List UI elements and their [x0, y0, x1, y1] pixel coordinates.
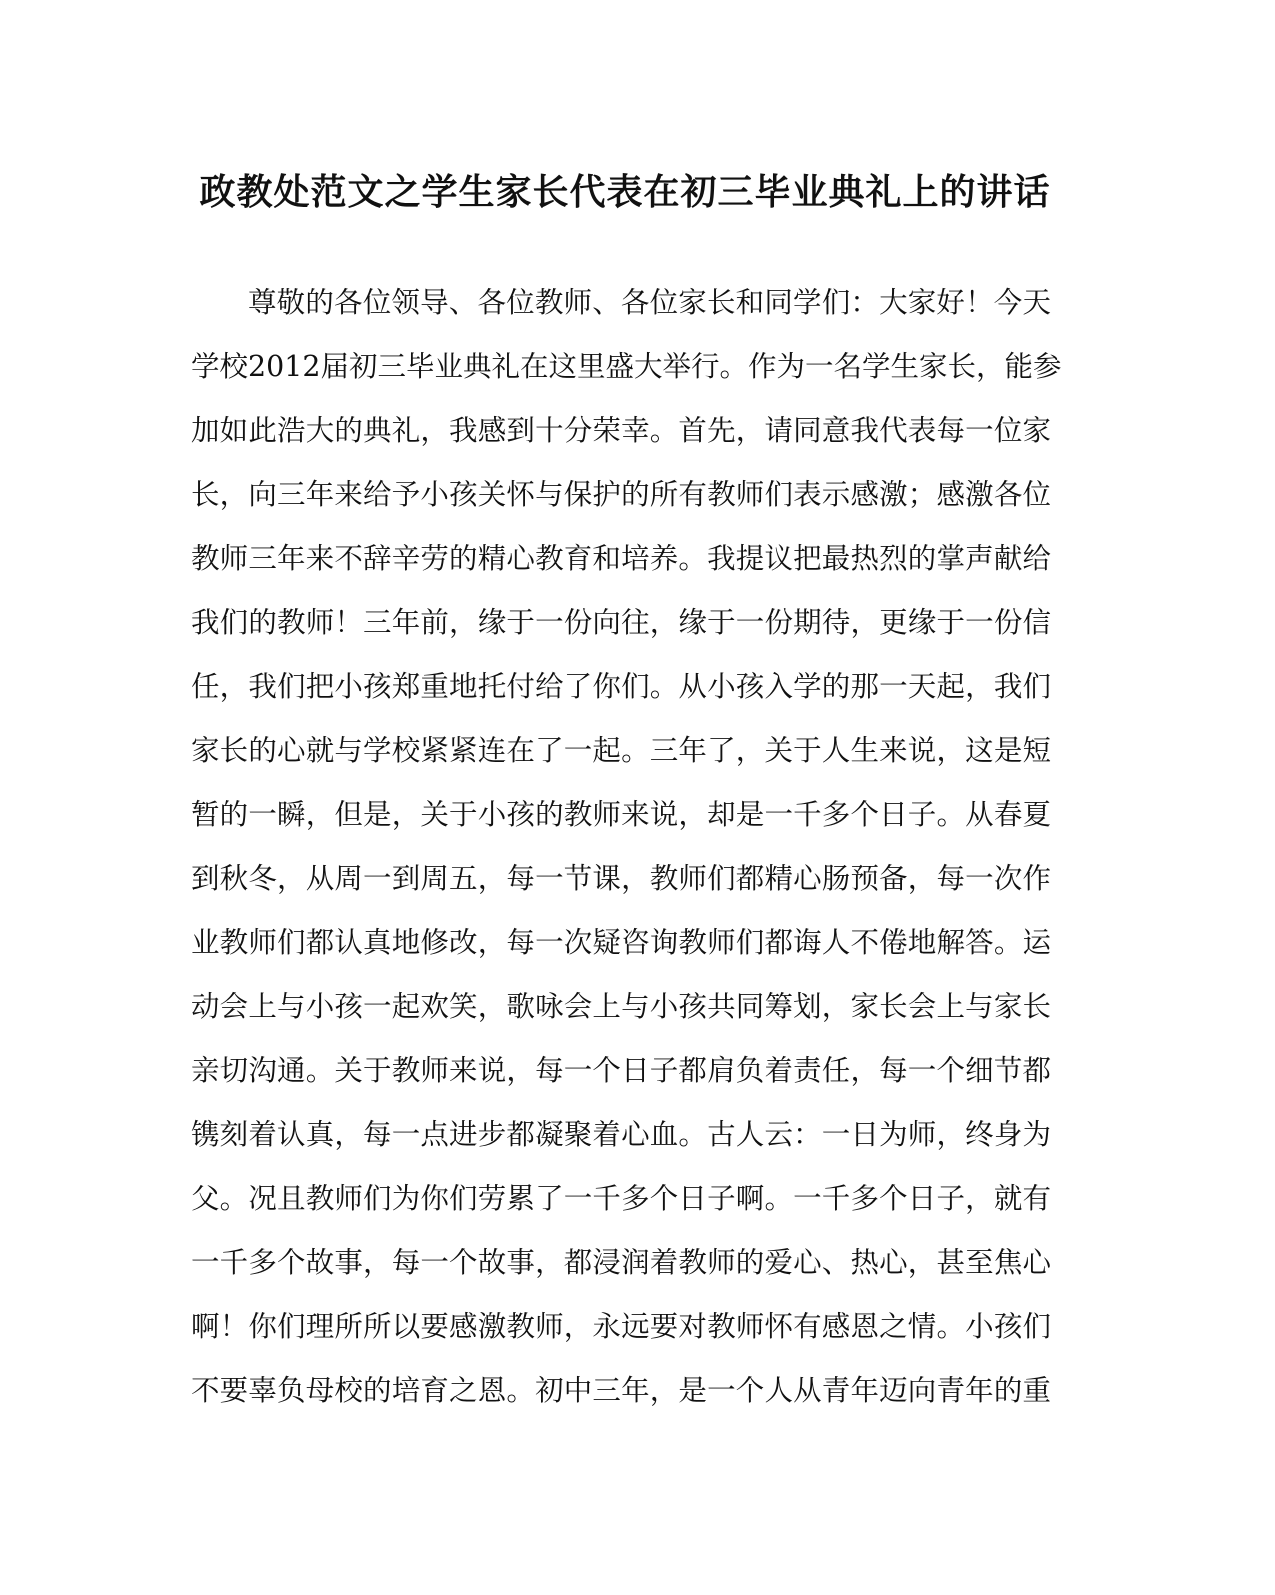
- paragraph-line: 任，我们把小孩郑重地托付给了你们。从小孩入学的那一天起，我们: [191, 670, 1051, 703]
- paragraph-line: 尊敬的各位领导、各位教师、各位家长和同学们：大家好！今天: [248, 286, 1051, 319]
- paragraph-line: 父。况且教师们为你们劳累了一千多个日子啊。一千多个日子，就有: [191, 1182, 1051, 1215]
- paragraph-line: 动会上与小孩一起欢笑，歌咏会上与小孩共同筹划，家长会上与家长: [191, 990, 1051, 1023]
- document-body: [191, 278, 1062, 1430]
- paragraph-line: 业教师们都认真地修改，每一次疑咨询教师们都诲人不倦地解答。运: [191, 926, 1051, 959]
- paragraph-line: 暂的一瞬，但是，关于小孩的教师来说，却是一千多个日子。从春夏: [191, 798, 1051, 831]
- paragraph-line: 亲切沟通。关于教师来说，每一个日子都肩负着责任，每一个细节都: [191, 1054, 1051, 1087]
- paragraph-line: 镌刻着认真，每一点进步都凝聚着心血。古人云：一日为师，终身为: [191, 1118, 1051, 1151]
- document-title: 政教处范文之学生家长代表在初三毕业典礼上的讲话: [199, 171, 1051, 213]
- paragraph-line: 啊！你们理所所以要感激教师，永远要对教师怀有感恩之情。小孩们: [191, 1310, 1051, 1343]
- paragraph-line: 教师三年来不辞辛劳的精心教育和培养。我提议把最热烈的掌声献给: [191, 542, 1051, 575]
- paragraph-line: 我们的教师！三年前，缘于一份向往，缘于一份期待，更缘于一份信: [191, 606, 1051, 639]
- paragraph-line: 一千多个故事，每一个故事，都浸润着教师的爱心、热心，甚至焦心: [191, 1246, 1051, 1279]
- paragraph-line: 学校2012届初三毕业典礼在这里盛大举行。作为一名学生家长，能参: [191, 350, 1062, 383]
- paragraph-line: 不要辜负母校的培育之恩。初中三年，是一个人从青年迈向青年的重: [191, 1374, 1051, 1407]
- paragraph-line: 长，向三年来给予小孩关怀与保护的所有教师们表示感激；感激各位: [191, 478, 1051, 511]
- paragraph-line: 到秋冬，从周一到周五，每一节课，教师们都精心肠预备，每一次作: [191, 862, 1051, 895]
- paragraph-line: 加如此浩大的典礼，我感到十分荣幸。首先，请同意我代表每一位家: [191, 414, 1051, 447]
- paragraph-line: 家长的心就与学校紧紧连在了一起。三年了，关于人生来说，这是短: [191, 734, 1051, 767]
